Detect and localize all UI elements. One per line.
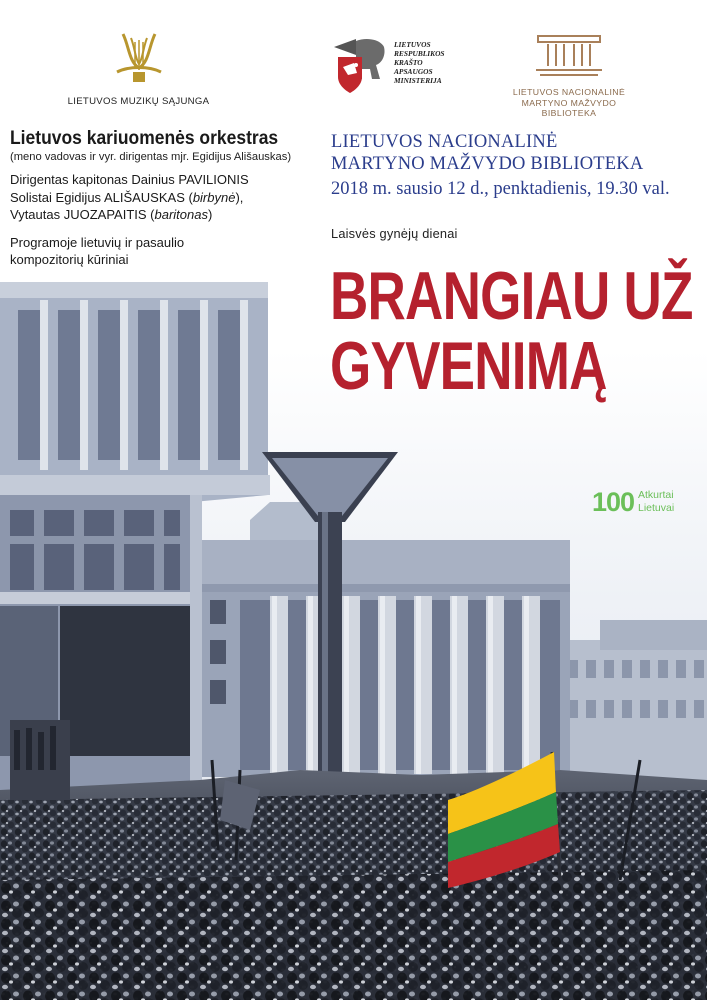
library-caption-line-2: MARTYNO MAŽVYDO [521, 97, 617, 108]
soloist-line-1 [10, 189, 320, 207]
soloist-2-close: ) [207, 207, 213, 222]
ministry-caption-line-4: APSAUGOS [394, 67, 433, 76]
ministry-logo [328, 28, 458, 98]
badge-line-1: Atkurtai [638, 489, 674, 501]
ministry-caption-line-2: RESPUBLIKOS [394, 49, 445, 58]
headline [330, 258, 693, 404]
venue-info [331, 131, 701, 200]
colonnade-building [200, 502, 570, 777]
occasion-text: Laisvės gynėjų dienai [331, 226, 458, 241]
muziku-sajunga-caption: LIETUVOS MUZIKŲ SĄJUNGA [67, 96, 210, 107]
program-line-1: Programoje lietuvių ir pasaulio [10, 234, 185, 250]
performers [10, 171, 320, 224]
muziku-sajunga-logo [66, 28, 211, 107]
lyre-icon [109, 28, 169, 86]
soloist-2-role: baritonas [154, 207, 208, 222]
ministry-caption [394, 40, 458, 85]
soloist-2-name: Vytautas JUOZAPAITIS ( [10, 207, 155, 222]
venue-line-1: LIETUVOS NACIONALINĖ [331, 132, 558, 152]
soloist-line-2 [10, 206, 320, 224]
event-datetime: 2018 m. sausio 12 d., penktadienis, 19.30 val. [331, 179, 670, 199]
soloist-1-close: ), [235, 189, 244, 205]
library-caption-line-1: LIETUVOS NACIONALINĖ [512, 87, 626, 97]
library-caption-line-3: BIBLIOTEKA [541, 108, 597, 118]
ministry-caption-line-3: KRAŠTO [394, 58, 423, 67]
ministry-caption-line-5: MINISTERIJA [394, 76, 442, 85]
library-logo [507, 28, 631, 119]
headline-line-2: GYVENIMĄ [330, 328, 607, 404]
orchestra-title: Lietuvos kariuomenės orkestras [10, 128, 279, 149]
coat-of-arms-icon [328, 33, 388, 97]
program-info [10, 234, 320, 269]
ministry-caption-line-1: LIETUVOS [394, 40, 431, 49]
orchestra-info [10, 128, 320, 269]
distant-buildings [560, 620, 707, 780]
library-building-icon [534, 32, 604, 78]
orchestra-subtitle: (meno vadovas ir vyr. dirigentas mjr. Egidijus Ališauskas) [10, 151, 292, 163]
headline-line-1: BRANGIAU UŽ [330, 258, 693, 334]
program-line-2: kompozitorių kūriniai [10, 252, 129, 267]
soloist-1-name: Solistai Egidijus ALIŠAUSKAS ( [10, 189, 193, 205]
badge-number: 100 [592, 487, 635, 517]
badge-line-2: Lietuvai [638, 502, 675, 514]
conductor-line: Dirigentas kapitonas Dainius PAVILIONIS [10, 172, 249, 187]
library-caption [507, 87, 631, 119]
venue-line-2: MARTYNO MAŽVYDO BIBLIOTEKA [331, 154, 644, 174]
soloist-1-instrument: birbynė [192, 189, 236, 205]
